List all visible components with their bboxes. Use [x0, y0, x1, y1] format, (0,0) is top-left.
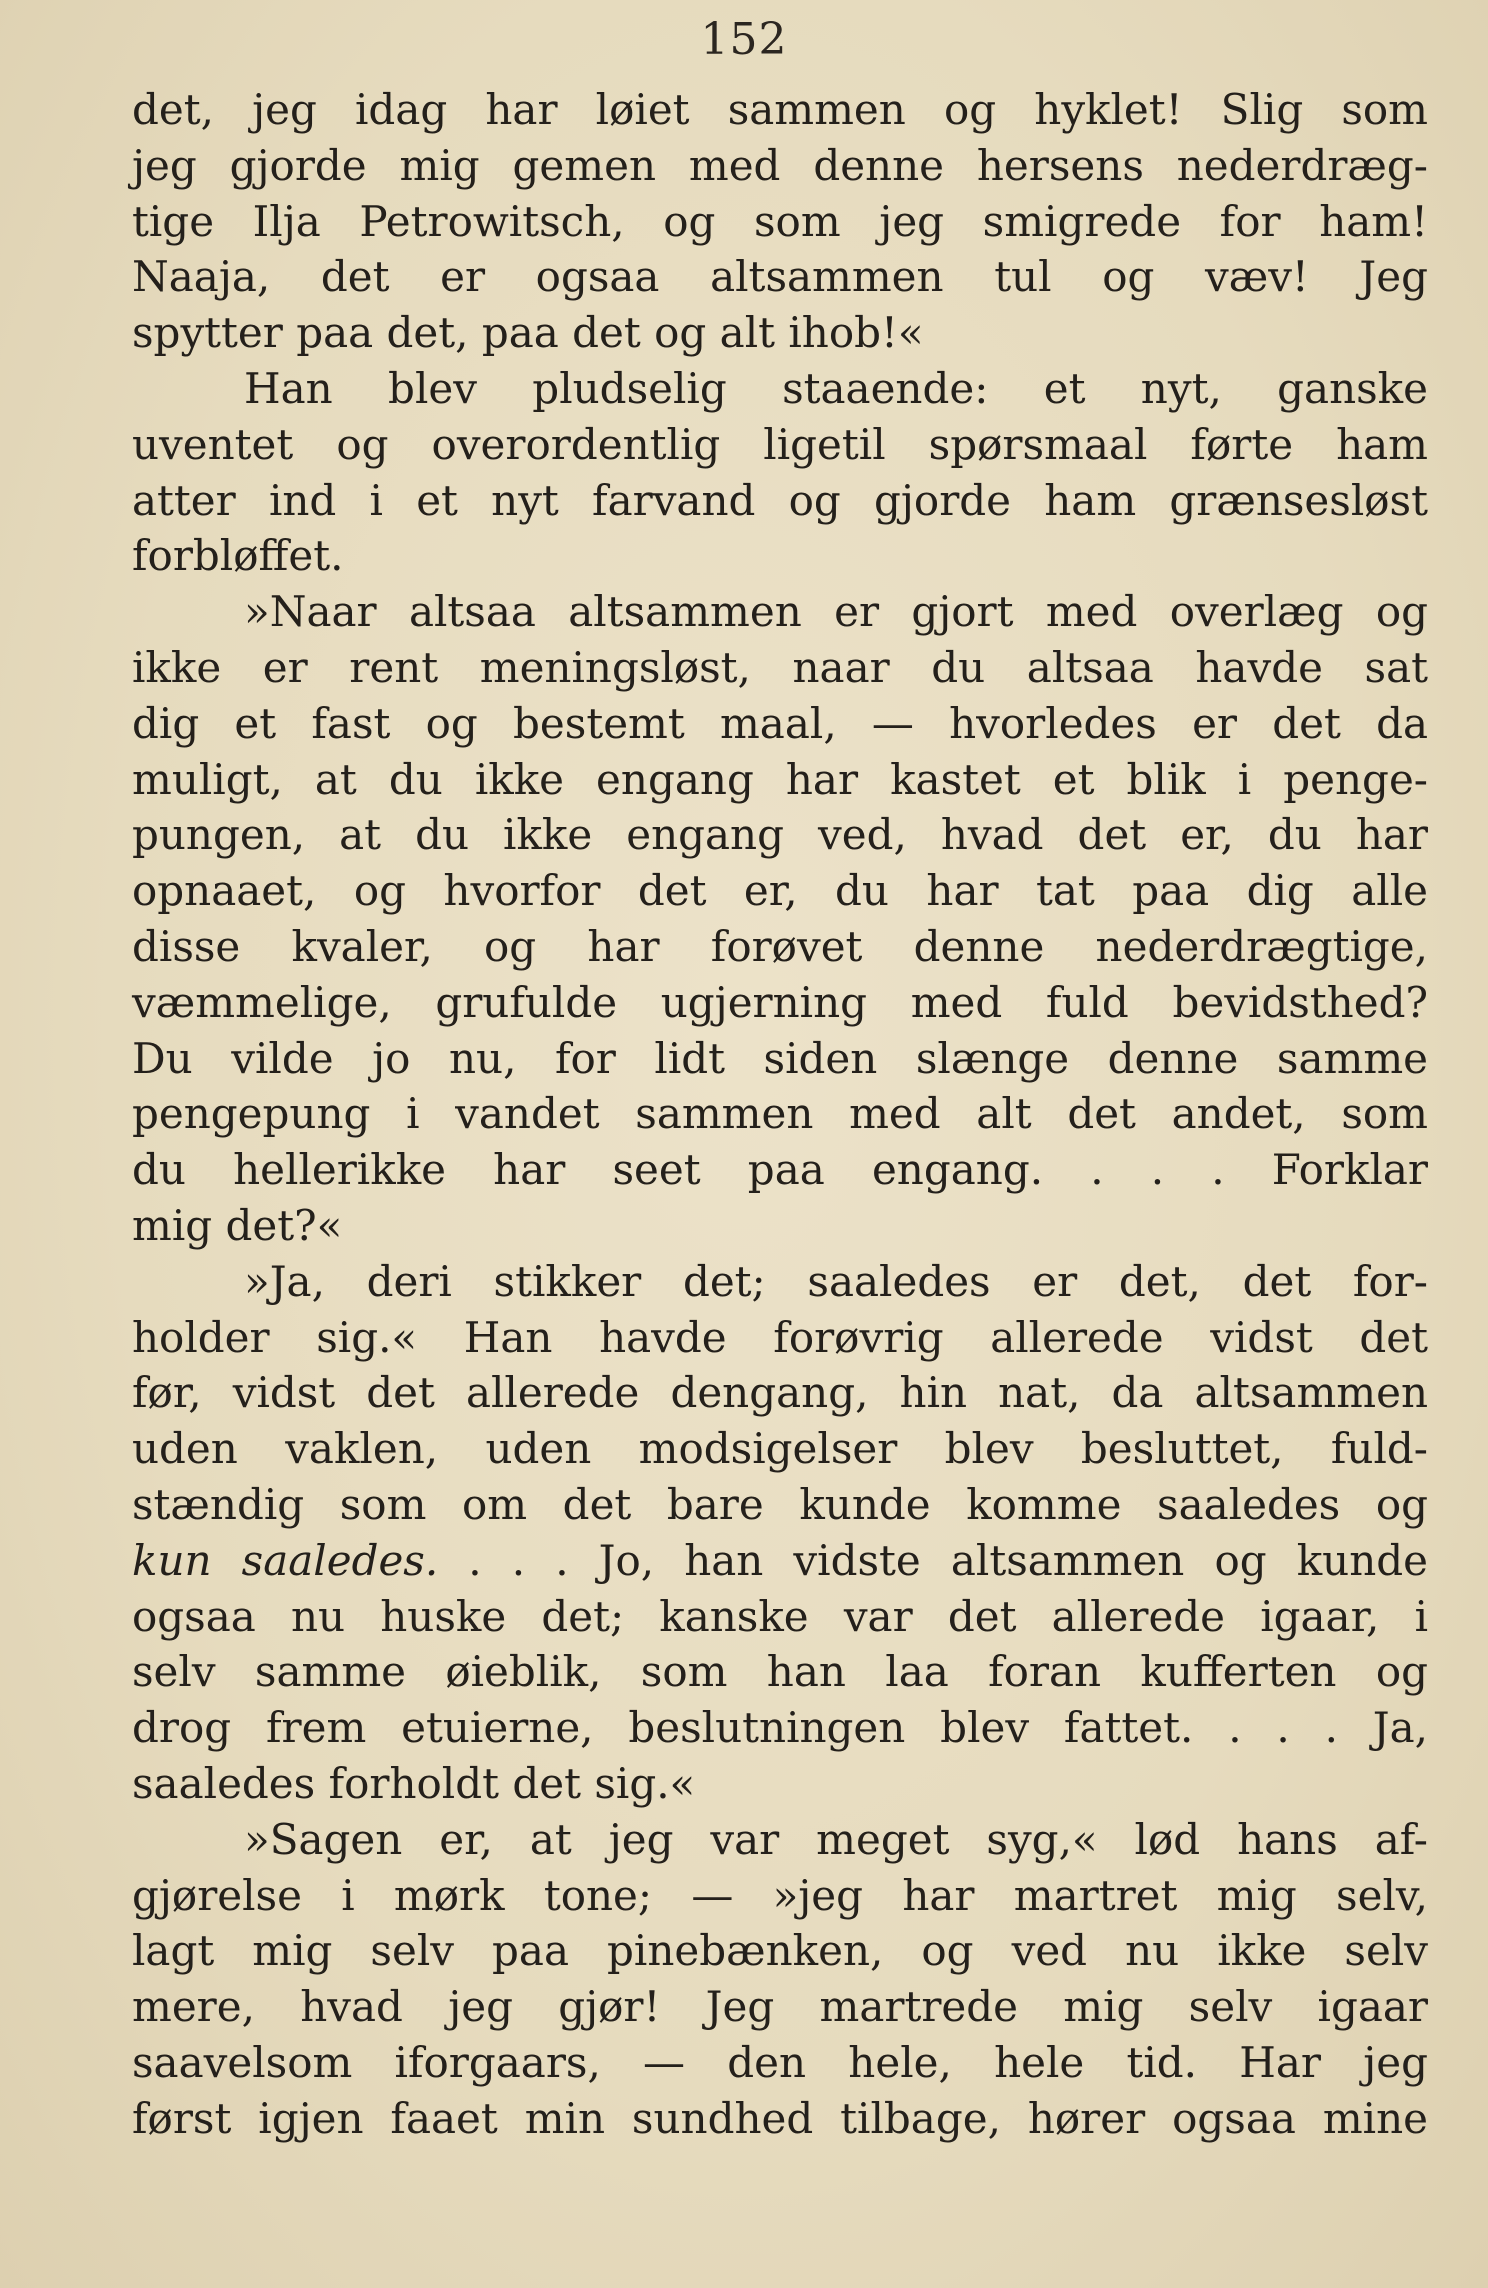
- text-line: kun saaledes. . . . Jo, han vidste altsammen og kunde: [132, 1535, 1429, 1585]
- text-line: Du vilde jo nu, for lidt siden slænge denne samme: [132, 1033, 1428, 1083]
- text-line: pungen, at du ikke engang ved, hvad det er, du har: [132, 810, 1428, 860]
- text-line: først igjen faaet min sundhed tilbage, hører ogsaa mine: [132, 2093, 1428, 2143]
- text-line: tige Ilja Petrowitsch, og som jeg smigrede for ham!: [132, 196, 1428, 246]
- text-line: drog frem etuierne, beslutningen blev fattet. . . . Ja,: [132, 1703, 1428, 1753]
- text-line: disse kvaler, og har forøvet denne nederdrægtige,: [132, 921, 1428, 971]
- text-line: forbløffet.: [132, 531, 344, 581]
- text-line: saavelsom iforgaars, — den hele, hele tid. Har jeg: [132, 2037, 1428, 2087]
- text-line: ikke er rent meningsløst, naar du altsaa havde sat: [132, 642, 1428, 692]
- text-line: pengepung i vandet sammen med alt det andet, som: [132, 1089, 1428, 1139]
- text-line: lagt mig selv paa pinebænken, og ved nu ikke selv: [132, 1926, 1428, 1976]
- text-line: holder sig.« Han havde forøvrig allerede vidst det: [132, 1312, 1428, 1362]
- text-line: dig et fast og bestemt maal, — hvorledes er det da: [132, 698, 1428, 748]
- text-line: selv samme øieblik, som han laa foran kufferten og: [132, 1647, 1428, 1697]
- italic-emphasis: kun saaledes.: [132, 1535, 439, 1585]
- text-line: stændig som om det bare kunde komme saaledes og: [132, 1479, 1428, 1529]
- body-text: [132, 82, 1428, 2146]
- text-line: gjørelse i mørk tone; — »jeg har martret mig selv,: [132, 1870, 1428, 1920]
- text-line: »Ja, deri stikker det; saaledes er det, det for-: [244, 1256, 1428, 1306]
- text-line: Naaja, det er ogsaa altsammen tul og væv! Jeg: [132, 252, 1428, 302]
- text-line: »Naar altsaa altsammen er gjort med overlæg og: [244, 587, 1428, 637]
- text-line: væmmelige, grufulde ugjerning med fuld bevidsthed?: [132, 977, 1428, 1027]
- text-line: ogsaa nu huske det; kanske var det allerede igaar, i: [132, 1591, 1428, 1641]
- text-line: mig det?«: [132, 1200, 343, 1250]
- text-line: du hellerikke har seet paa engang. . . . Forklar: [132, 1145, 1428, 1195]
- text-line: uden vaklen, uden modsigelser blev besluttet, fuld-: [132, 1424, 1428, 1474]
- text-line: atter ind i et nyt farvand og gjorde ham grænsesløst: [132, 475, 1428, 525]
- text-line: muligt, at du ikke engang har kastet et blik i penge-: [132, 754, 1428, 804]
- text-line: Han blev pludselig staaende: et nyt, ganske: [244, 363, 1428, 413]
- text-line: opnaaet, og hvorfor det er, du har tat paa dig alle: [132, 866, 1428, 916]
- text-line: jeg gjorde mig gemen med denne hersens nederdræg-: [132, 140, 1428, 190]
- text-line: spytter paa det, paa det og alt ihob!«: [132, 308, 924, 358]
- page-number: 152: [700, 14, 788, 65]
- text-line: uventet og overordentlig ligetil spørsmaal førte ham: [132, 419, 1428, 469]
- text-line: før, vidst det allerede dengang, hin nat, da altsammen: [132, 1368, 1428, 1418]
- text-line: saaledes forholdt det sig.«: [132, 1758, 696, 1808]
- text-line: mere, hvad jeg gjør! Jeg martrede mig selv igaar: [132, 1982, 1428, 2032]
- text-line: »Sagen er, at jeg var meget syg,« lød hans af-: [244, 1814, 1428, 1864]
- text-line: det, jeg idag har løiet sammen og hyklet! Slig som: [132, 85, 1428, 134]
